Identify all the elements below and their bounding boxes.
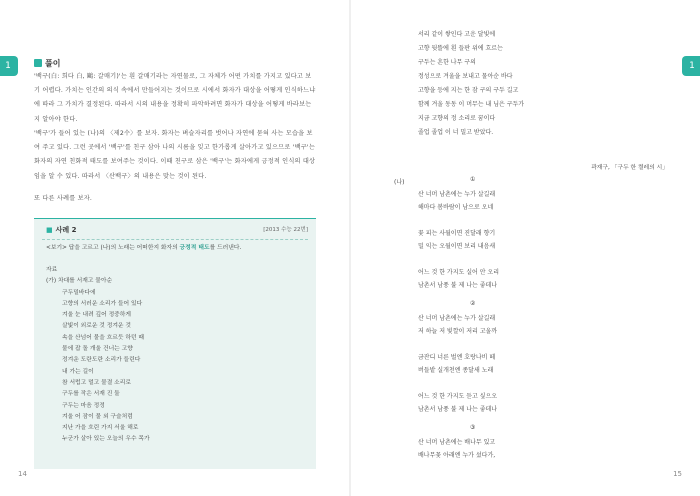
stanza-number: ① [470,176,476,183]
poem-line: 금잔디 너른 벌엔 호랑나비 떼 [418,354,496,361]
poem-line: 함께 겨울 동동 이 머무는 내 님은 구두가 [418,101,525,108]
poem-line: 산 너머 남촌에는 누가 살길래 [418,191,496,198]
example-body [46,265,150,446]
poem-line: 지금 고향의 정 소리로 꿈이다 [418,115,496,122]
poem-line: 속을 산넘어 물을 흐르듯 하던 때 [62,334,145,341]
poem-line: 겨울 어 잠이 물 외 구슬처럼 [62,413,133,420]
poem-line: 꽃 피는 사월이면 진달래 향기 [418,230,496,237]
poem-line: 내 가는 길이 [62,368,94,375]
poem-line: 누군가 살아 있는 오늘의 우수 목가 [62,436,150,443]
stanza-number: ② [470,300,476,307]
poem-line: 고향을 등에 지는 한 잠 구의 구두 길고 [418,87,519,94]
chapter-tab: 1 [682,56,700,76]
note-icon [34,59,42,67]
poem-line: 구두는 흔한 나무 구의 [418,59,476,66]
poem-line: 물에 잡 돌 개울 건너는 고향 [62,346,133,353]
body-label: 자료 [46,267,58,273]
poem-line: 밀 익는 오월이면 보리 내음새 [418,243,496,250]
example-title: ■ 사례 2 [46,226,77,234]
poem-line: 구두밀바다에 [62,289,96,296]
stanza-number: ③ [470,424,476,431]
page-number: 15 [673,470,682,478]
poem-line: 버들밭 실개천엔 종달새 노래 [418,367,494,374]
poem-line: 남촌서 남풍 불 제 나는 좋데나 [418,282,498,289]
poem-line: 정겨운 도란도란 소리가 들린다 [62,357,141,364]
poem-line: 정성으로 겨울을 보내고 물아순 바다 [418,73,513,80]
example-box [34,218,316,469]
poem-line: 어느 것 한 가지도 듣고 싶으오 [418,393,498,400]
poem-line: 산 너머 남촌에는 배나무 있고 [418,439,496,446]
poem-line: 저 하늘 저 빛깔이 저리 고울까 [418,328,498,335]
example-source: [2013 수능 22번] [263,227,308,233]
poem-line: 고향 뒷뜰에 흰 들판 위에 흐르는 [418,45,503,52]
right-page [350,0,700,496]
example-question: <보기> 답을 고르고 (나)의 노래는 어떠한지 화자의 긍정적 태도를 드러낸다. [46,245,242,251]
poem-citation: 곽재구, 「구두 한 켤레의 시」 [591,165,668,171]
poem-line: 어느 것 한 가지도 실어 안 오리 [418,269,499,276]
poem-line: (가) 차대를 서재고 물아순 [46,278,113,285]
poem-line: 졸업 졸업 이 너 밀고 받았다. [418,129,494,136]
poem-label: (나) [394,179,405,186]
section-label: 풀이 [45,59,61,68]
paragraph: '백구(白: 희다 白, 鷗: 갈매기)'는 흰 갈매기라는 자연물로, 그 자체가 어떤 가치를 가지고 있다고 보기 어렵다. 가치는 인간의 의식 속에서 만들어지는 것이므로 시에서 화자가 대상을 어떻게 인식하느냐에 따라 그 가치가 결정된다. 따라서 시의 내용을 정확히 파악하려면 화자가 대상을 어떻게 바라보는지 알아야 한다. [34,73,316,123]
divider [42,239,308,240]
paragraph: 또 다른 사례를 보자. [34,195,93,202]
poem-a-continued [418,28,524,140]
poem-line: 배나무꽃 아래엔 누가 섰다가, [418,452,496,459]
poem-line: 살빛이 외로운 것 정겨운 것 [62,323,131,330]
poem-line: 지난 가을 흐린 가지 서울 해로 [62,425,139,432]
chapter-tab: 1 [0,56,18,76]
highlight-text: 긍정적 태도 [179,245,210,251]
poem-line: 고향의 서러운 소리가 들어 있다 [62,300,143,307]
page-number: 14 [18,470,27,478]
section-heading [34,58,60,69]
poem-line: 구두를 작은 서재 진 둘 [62,391,120,398]
poem-line: 해마다 봄바람이 남으로 오네 [418,204,494,211]
poem-line: 서리 같이 쌓인다 고운 달빛에 [418,31,496,38]
poem-line: 구두는 마음 정정 [62,402,105,409]
poem-line: 겨울 눈 내려 깊어 정중하게 [62,312,131,319]
paragraph: '백구'가 들어 있는 (나)의 〈제2수〉를 보자. 화자는 벼슬자리를 벗어나 자연에 묻혀 사는 모습을 보여 주고 있다. 그런 곳에서 '백구'를 친구 삼아 나의 시름을 잊고 한가롭게 살아가고 있으므로 '백구'는 화자의 자연 친화적 태도를 보여주는 것이다. 이때 친구로 삼은 '백구'는 화자에게 긍정적 인식의 대상임을 알 수 있다. 따라서 〈산백구〉의 내용은 맞는 것이 된다. [34,130,316,180]
poem-line: 산 너머 남촌에는 누가 살길래 [418,315,496,322]
poem-line: 남촌서 남풍 불 제 나는 좋데나 [418,406,498,413]
poem-line: 참 서럽고 멀고 물결 소리로 [62,379,131,386]
